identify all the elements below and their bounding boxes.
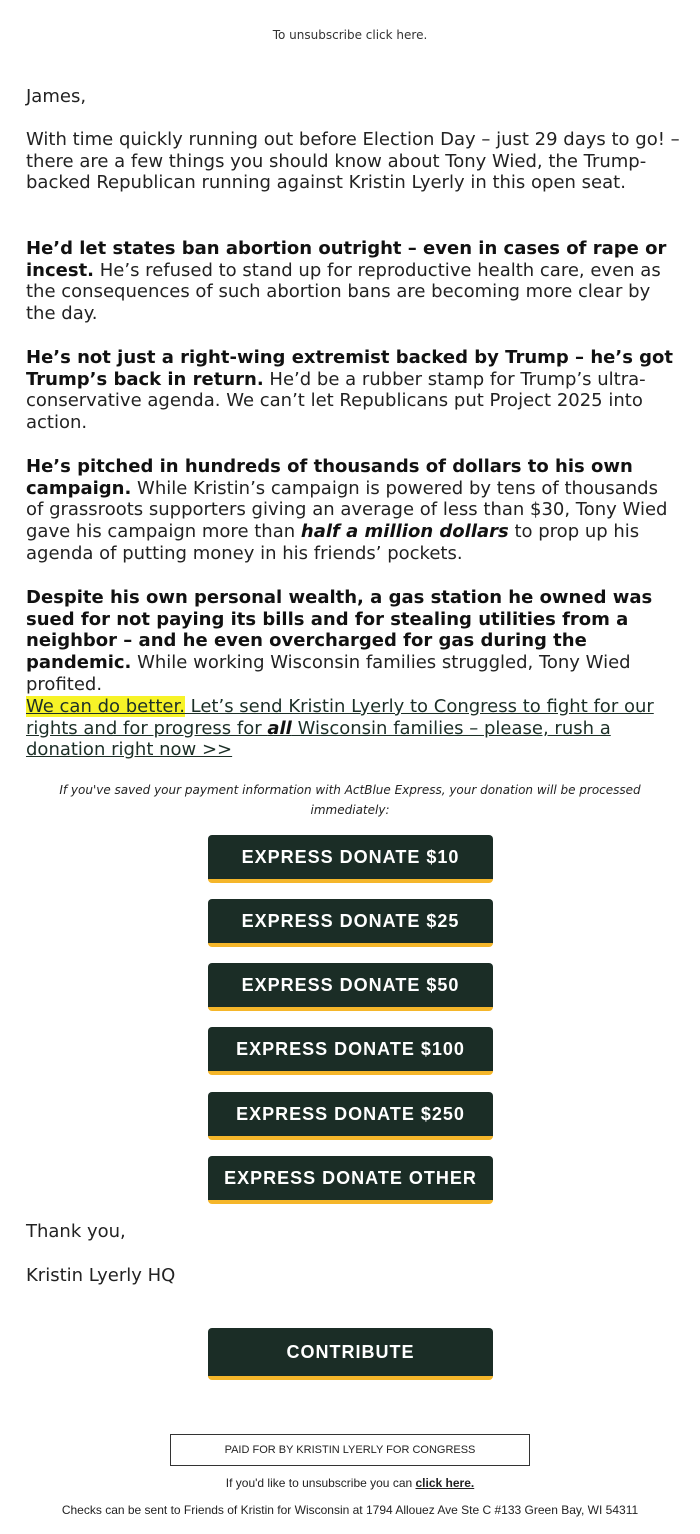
- express-donate-other-button[interactable]: EXPRESS DONATE OTHER: [208, 1156, 493, 1204]
- paragraph-money-rest1: While Kristin’s campaign is powered by tens of thousands of grassroots supporters giving an average of less than $30, Tony Wied gave his campaign more than: [26, 477, 668, 543]
- paragraph-gas-station-bold: Despite his own personal wealth, a gas station he owned was sued for not paying its bills and for stealing utilities from a neighbor – and he even overcharged for gas during the pandemic.: [26, 587, 653, 674]
- paragraph-money-emphasis: half a million dollars: [300, 521, 509, 543]
- paragraph-trump: [26, 347, 680, 434]
- actblue-note: If you've saved your payment information with ActBlue Express, your donation will be processed immediately:: [59, 783, 641, 817]
- paragraph-trump-bold: He’s not just a right-wing extremist backed by Trump – he’s got Trump’s back in return.: [26, 347, 674, 390]
- express-donate-250-button[interactable]: EXPRESS DONATE $250: [208, 1092, 493, 1140]
- cta-link-emphasis[interactable]: all: [267, 717, 292, 739]
- paragraph-money-bold: He’s pitched in hundreds of thousands of dollars to his own campaign.: [26, 456, 633, 499]
- paragraph-trump-rest: He’d be a rubber stamp for Trump’s ultra-conservative agenda. We can’t let Republicans put Project 2025 into action.: [26, 368, 646, 434]
- closing-thanks: Thank you,: [26, 1221, 126, 1242]
- paragraph-intro: [26, 129, 680, 194]
- cta-link-part1[interactable]: Let’s send Kristin Lyerly to Congress to fight for our rights and for progress for: [26, 696, 654, 739]
- contribute-button[interactable]: CONTRIBUTE: [208, 1328, 493, 1380]
- cta-link-part2[interactable]: Wisconsin families – please, rush a donation right now >>: [26, 717, 611, 761]
- paragraph-money: [26, 456, 680, 565]
- express-donate-25-button[interactable]: EXPRESS DONATE $25: [208, 899, 493, 947]
- paragraph-money-rest2: to prop up his agenda of putting money in his friends’ pockets.: [26, 521, 640, 564]
- footer-unsubscribe: [0, 1476, 700, 1490]
- checks-address: Checks can be sent to Friends of Kristin for Wisconsin at 1794 Allouez Ave Ste C #133 Green Bay, WI 54311: [61, 1503, 639, 1517]
- paid-for-disclaimer: PAID FOR BY KRISTIN LYERLY FOR CONGRESS: [170, 1434, 530, 1466]
- express-donate-10-button[interactable]: EXPRESS DONATE $10: [208, 835, 493, 883]
- footer-unsubscribe-text: If you'd like to unsubscribe you can: [225, 1476, 416, 1490]
- top-unsubscribe-link[interactable]: To unsubscribe click here.: [272, 28, 428, 42]
- express-donate-50-button[interactable]: EXPRESS DONATE $50: [208, 963, 493, 1011]
- paragraph-intro-text: With time quickly running out before Election Day – just 29 days to go! – there are a few things you should know about Tony Wied, the Trump-backed Republican running against Kristin Lyerly in this open seat.: [26, 129, 680, 194]
- paragraph-gas-station: [26, 587, 680, 696]
- paragraph-abortion-bold: He’d let states ban abortion outright – even in cases of rape or incest.: [26, 238, 667, 281]
- paragraph-gas-station-rest: While working Wisconsin families struggled, Tony Wied profited.: [26, 652, 631, 695]
- paragraph-abortion: [26, 238, 680, 325]
- paragraph-cta: [26, 696, 680, 761]
- footer-unsubscribe-link[interactable]: click here.: [415, 1476, 475, 1490]
- cta-highlight[interactable]: We can do better.: [26, 696, 185, 717]
- signature: Kristin Lyerly HQ: [26, 1265, 176, 1286]
- paragraph-abortion-rest: He’s refused to stand up for reproductive health care, even as the consequences of such abortion bans are becoming more clear by the day.: [26, 259, 661, 325]
- greeting: James,: [26, 86, 87, 107]
- express-donate-100-button[interactable]: EXPRESS DONATE $100: [208, 1027, 493, 1075]
